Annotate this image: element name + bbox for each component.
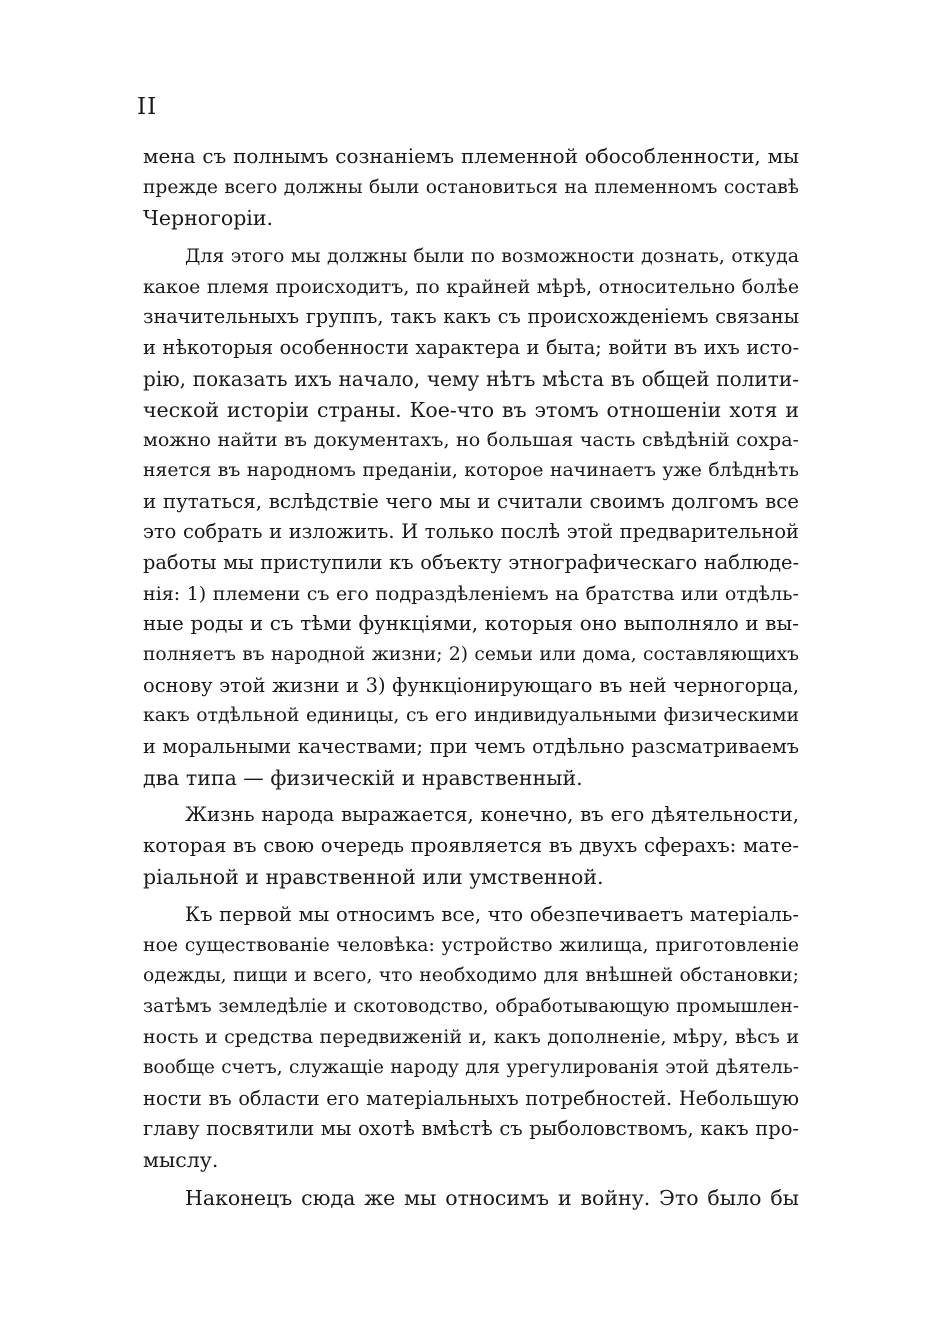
body-text — [143, 142, 799, 1220]
text-line: няется въ народномъ преданіи, которое начинаетъ уже блѣднѣть — [143, 459, 799, 481]
text-line: Къ первой мы относимъ все, что обезпечиваетъ матеріаль- — [185, 902, 799, 926]
text-line: мыслу. — [143, 1148, 219, 1172]
text-line: которая въ свою очередь проявляется въ двухъ сферахъ: мате- — [143, 834, 799, 858]
text-line: какое племя происходитъ, по крайней мѣрѣ, относительно болѣе — [143, 275, 799, 298]
text-line: Для этого мы должны были по возможности дознать, откуда — [185, 245, 799, 268]
text-line: это собрать и изложить. И только послѣ этой предварительной — [143, 520, 799, 544]
paragraph-5 — [143, 1183, 799, 1214]
paragraph-4 — [143, 900, 799, 1176]
text-line: Наконецъ сюда же мы относимъ и войну. Это было бы — [185, 1185, 799, 1210]
text-line: ности въ области его матеріальныхъ потребностей. Небольшую — [143, 1086, 799, 1110]
page-number: II — [137, 94, 158, 120]
text-line: и моральными качествами; при чемъ отдѣльно разсматриваемъ — [143, 735, 799, 759]
text-line: затѣмъ земледѣліе и скотоводство, обработывающую промышлен- — [143, 995, 799, 1017]
text-line: полняетъ въ народной жизни; 2) семьи или дома, составляющихъ — [143, 644, 799, 665]
text-line: ріальной и нравственной или умственной. — [143, 864, 604, 889]
text-line: вообще счетъ, служащіе народу для урегулированія этой дѣятель- — [143, 1056, 799, 1078]
text-line: Черногоріи. — [143, 206, 274, 231]
text-line: какъ отдѣльной единицы, съ его индивидуальными физическими — [143, 705, 799, 727]
paragraph-1 — [143, 142, 799, 234]
text-line: мена съ полнымъ сознаніемъ племенной обособленности, мы — [143, 145, 799, 168]
text-line: ные роды и съ тѣми функціями, которыя оно выполняло и вы- — [143, 612, 799, 636]
text-line: работы мы приступили къ объекту этнографическаго наблюде- — [143, 550, 799, 574]
paragraph-3 — [143, 800, 799, 892]
text-line: и нѣкоторыя особенности характера и быта; войти въ ихъ исто- — [143, 336, 799, 360]
text-line: Жизнь народа выражается, конечно, въ его дѣятельности, — [185, 803, 799, 827]
text-line: главу посвятили мы охотѣ вмѣстѣ съ рыболовствомъ, какъ про- — [143, 1117, 799, 1141]
paragraph-2 — [143, 241, 799, 793]
text-line: рію, показать ихъ начало, чему нѣтъ мѣста въ общей полити- — [143, 366, 799, 391]
text-line: прежде всего должны были остановиться на племенномъ составѣ — [143, 176, 799, 198]
text-line: одежды, пищи и всего, что необходимо для внѣшней обстановки; — [143, 964, 799, 986]
text-line: значительныхъ группъ, такъ какъ съ происхожденіемъ связаны — [143, 305, 799, 329]
text-line: основу этой жизни и 3) функціонирующаго въ ней черногорца, — [143, 673, 799, 697]
text-line: ность и средства передвиженій и, какъ дополненіе, мѣру, вѣсъ и — [143, 1026, 799, 1049]
text-line: можно найти въ документахъ, но большая часть свѣдѣній сохра- — [143, 429, 799, 452]
text-line: нія: 1) племени съ его подраздѣленіемъ на братства или отдѣль- — [143, 582, 799, 605]
text-line: два типа — физическій и нравственный. — [143, 765, 583, 790]
text-line: ное существованіе человѣка: устройство жилища, приготовленіе — [143, 934, 799, 957]
text-line: и путаться, вслѣдствіе чего мы и считали своимъ долгомъ все — [143, 489, 799, 513]
text-line: ческой исторіи страны. Кое-что въ этомъ отношеніи хотя и — [143, 397, 799, 422]
